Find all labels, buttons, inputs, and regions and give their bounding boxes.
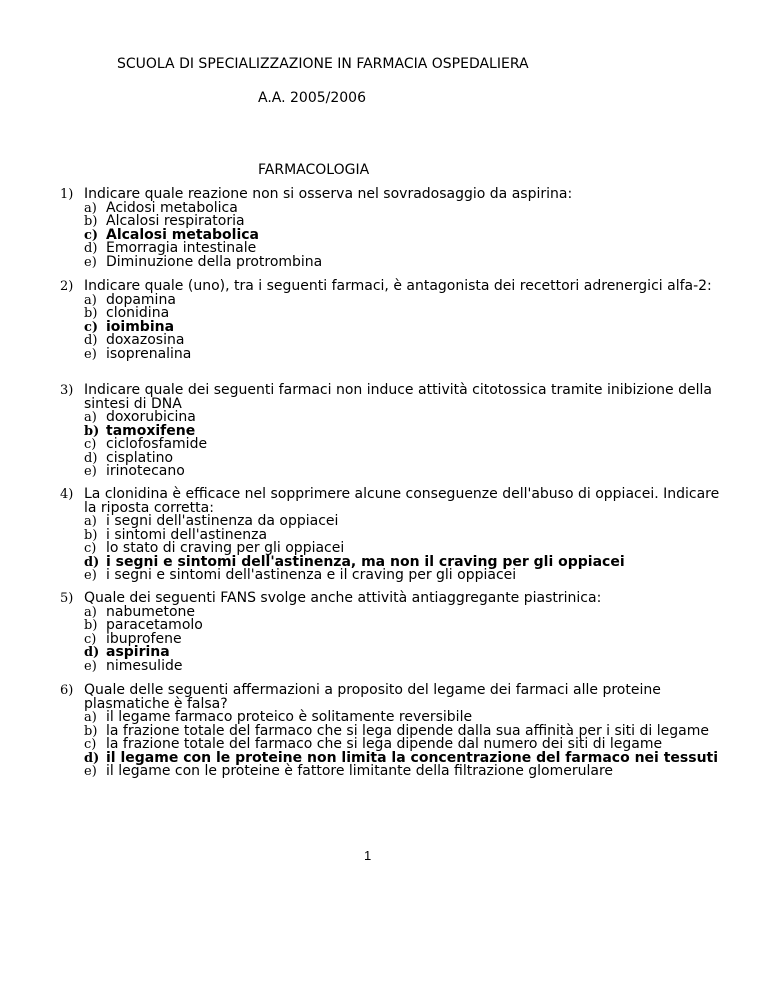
option-letter: c) <box>84 227 99 243</box>
option-text: aspirina <box>106 644 170 660</box>
question-text: Indicare quale (uno), tra i seguenti farmaci, è antagonista dei recettori adrenergici alfa-2: <box>84 278 712 294</box>
option-text: paracetamolo <box>106 617 203 633</box>
option-text: la frazione totale del farmaco che si lega dipende dalla sua affinità per i siti di legame <box>106 722 709 739</box>
question-number: 3) <box>60 383 74 398</box>
question-text: Quale dei seguenti FANS svolge anche attività antiaggregante piastrinica: <box>84 590 602 606</box>
question-2 <box>60 280 720 361</box>
question-text: La clonidina è efficace nel sopprimere alcune conseguenze dell'abuso di oppiacei. Indicare la riposta corretta: <box>84 486 720 516</box>
option-text: Emorragia intestinale <box>106 240 257 256</box>
option-letter: a) <box>84 200 97 216</box>
option-text: Alcalosi respiratoria <box>106 213 245 229</box>
option-letter: d) <box>84 450 98 466</box>
option-text: ciclofosfamide <box>106 436 208 452</box>
option-text: Diminuzione della protrombina <box>106 253 323 270</box>
question-5 <box>60 592 720 673</box>
option-e <box>60 657 720 674</box>
question-4 <box>60 488 720 583</box>
academic-year: A.A. 2005/2006 <box>258 90 366 106</box>
option-text: i sintomi dell'astinenza <box>106 526 268 543</box>
option-text: il legame con le proteine è fattore limitante della filtrazione glomerulare <box>106 763 614 779</box>
option-text: clonidina <box>106 305 170 321</box>
option-text: isoprenalina <box>106 345 192 362</box>
question-number: 1) <box>60 187 74 202</box>
option-letter: b) <box>84 618 98 633</box>
option-text: i segni dell'astinenza da oppiacei <box>106 513 339 529</box>
option-letter: a) <box>84 604 97 620</box>
question-text: Indicare quale dei seguenti farmaci non induce attività citotossica tramite inibizione della sintesi di DNA <box>84 382 712 412</box>
option-text: lo stato di craving per gli oppiacei <box>106 540 345 556</box>
option-letter: a) <box>84 514 97 529</box>
option-letter: d) <box>84 750 100 766</box>
option-letter: d) <box>84 333 98 348</box>
option-letter: b) <box>84 306 98 321</box>
option-text: il legame farmaco proteico è solitamente reversibile <box>106 709 473 725</box>
option-letter: b) <box>84 723 98 739</box>
page-number: 1 <box>364 848 372 863</box>
question-number: 2) <box>60 279 74 294</box>
question-1 <box>60 188 720 269</box>
option-e <box>60 345 720 362</box>
option-text: doxorubicina <box>106 409 196 425</box>
question-text: Indicare quale reazione non si osserva nel sovradosaggio da aspirina: <box>84 186 573 202</box>
option-e <box>60 465 720 479</box>
option-text: dopamina <box>106 291 176 308</box>
option-text: irinotecano <box>106 463 185 479</box>
option-text: Acidosi metabolica <box>106 199 238 216</box>
option-text: ioimbina <box>106 318 175 335</box>
option-letter: e) <box>84 464 97 479</box>
option-letter: b) <box>84 214 98 229</box>
option-e <box>60 765 720 779</box>
option-letter: a) <box>84 410 97 425</box>
option-text: i segni e sintomi dell'astinenza, ma non il craving per gli oppiacei <box>106 553 625 570</box>
option-letter: e) <box>84 658 97 674</box>
option-letter: b) <box>84 423 100 439</box>
option-letter: d) <box>84 554 100 570</box>
option-text: il legame con le proteine non limita la concentrazione del farmaco nei tessuti <box>106 749 719 766</box>
option-letter: a) <box>84 292 97 308</box>
option-text: Alcalosi metabolica <box>106 226 260 243</box>
option-e <box>60 253 720 270</box>
option-letter: e) <box>84 764 97 779</box>
option-letter: c) <box>84 631 97 647</box>
option-text: tamoxifene <box>106 422 196 439</box>
option-text: nimesulide <box>106 657 183 674</box>
option-letter: c) <box>84 437 97 452</box>
school-title: SCUOLA DI SPECIALIZZAZIONE IN FARMACIA OSPEDALIERA <box>117 56 529 72</box>
option-text: la frazione totale del farmaco che si lega dipende dal numero dei siti di legame <box>106 736 663 752</box>
option-text: i segni e sintomi dell'astinenza e il craving per gli oppiacei <box>106 567 517 583</box>
option-text: ibuprofene <box>106 630 182 647</box>
question-number: 4) <box>60 487 74 502</box>
option-e <box>60 569 720 583</box>
question-6 <box>60 684 720 779</box>
option-letter: d) <box>84 645 100 660</box>
option-letter: e) <box>84 346 97 362</box>
question-text: Quale delle seguenti affermazioni a proposito del legame dei farmaci alle proteine plasmatiche è falsa? <box>84 682 661 712</box>
option-letter: e) <box>84 254 97 270</box>
option-letter: d) <box>84 241 98 256</box>
question-3 <box>60 384 720 479</box>
option-letter: a) <box>84 710 97 725</box>
option-letter: e) <box>84 568 97 583</box>
option-letter: c) <box>84 541 97 556</box>
option-text: nabumetone <box>106 603 196 620</box>
option-text: cisplatino <box>106 449 174 466</box>
question-number: 5) <box>60 591 74 606</box>
subject-title: FARMACOLOGIA <box>258 162 370 178</box>
option-letter: c) <box>84 319 99 335</box>
question-number: 6) <box>60 683 74 698</box>
option-letter: b) <box>84 527 98 543</box>
option-letter: c) <box>84 737 97 752</box>
option-text: doxazosina <box>106 332 185 348</box>
